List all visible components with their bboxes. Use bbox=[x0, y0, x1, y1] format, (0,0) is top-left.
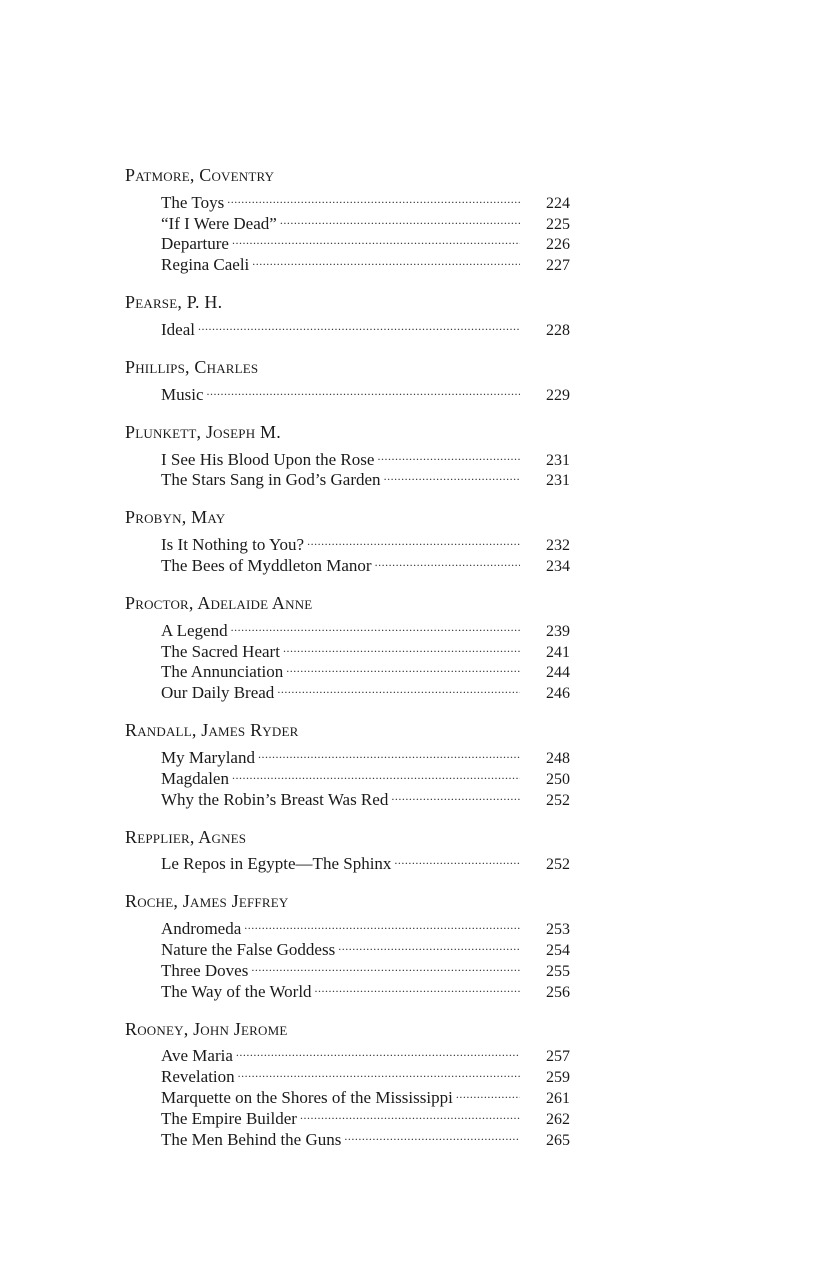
page-number: 231 bbox=[546, 451, 570, 469]
page-number: 228 bbox=[546, 321, 570, 339]
entry-title: A Legend bbox=[161, 620, 228, 640]
page-number: 244 bbox=[546, 664, 570, 682]
toc-entry bbox=[125, 187, 570, 212]
dot-leader bbox=[307, 529, 520, 550]
toc-entry bbox=[125, 379, 570, 404]
page-number: 250 bbox=[546, 770, 570, 788]
dot-leader bbox=[258, 742, 520, 763]
toc-entry bbox=[125, 1041, 570, 1066]
entry-title: Three Doves bbox=[161, 960, 249, 980]
dot-leader bbox=[338, 934, 520, 955]
page-number: 227 bbox=[546, 257, 570, 275]
dot-leader bbox=[344, 1124, 520, 1145]
entry-title: The Stars Sang in God’s Garden bbox=[161, 470, 381, 490]
author-name: Patmore, Coventry bbox=[125, 165, 275, 185]
entry-title: Marquette on the Shores of the Mississippi bbox=[161, 1087, 453, 1107]
page-number: 255 bbox=[546, 962, 570, 980]
author-block bbox=[125, 718, 570, 809]
toc-entry bbox=[125, 913, 570, 939]
author-name: Proctor, Adelaide Anne bbox=[125, 592, 313, 613]
page-number: 232 bbox=[546, 537, 570, 555]
author-name: Probyn, May bbox=[125, 507, 226, 528]
dot-leader bbox=[244, 913, 520, 934]
table-of-contents bbox=[125, 163, 570, 1149]
page-number: 246 bbox=[546, 685, 570, 703]
entry-title: The Men Behind the Guns bbox=[161, 1129, 342, 1149]
entry-title: Our Daily Bread bbox=[161, 683, 275, 703]
entry-title: The Sacred Heart bbox=[161, 641, 280, 661]
entry-title: Revelation bbox=[161, 1067, 235, 1087]
page-number: 257 bbox=[546, 1048, 570, 1066]
author-block bbox=[125, 163, 570, 275]
entry-title: Regina Caeli bbox=[161, 255, 250, 275]
dot-leader bbox=[251, 955, 520, 976]
page-number: 261 bbox=[546, 1089, 570, 1107]
entry-title: “If I Were Dead” bbox=[161, 213, 277, 233]
dot-leader bbox=[252, 249, 520, 270]
toc-entry bbox=[125, 444, 570, 469]
entry-title: Le Repos in Egypte—The Sphinx bbox=[161, 854, 392, 874]
toc-entry bbox=[125, 314, 570, 339]
page-number: 229 bbox=[546, 386, 570, 404]
dot-leader bbox=[280, 208, 520, 229]
entry-title: The Empire Builder bbox=[161, 1108, 297, 1128]
entry-title: Magdalen bbox=[161, 768, 229, 788]
dot-leader bbox=[207, 379, 521, 400]
page-number: 226 bbox=[546, 236, 570, 254]
page-number: 259 bbox=[546, 1069, 570, 1087]
dot-leader bbox=[315, 976, 520, 997]
dot-leader bbox=[227, 187, 520, 208]
page-number: 248 bbox=[546, 749, 570, 767]
dot-leader bbox=[377, 444, 520, 465]
author-name: Pearse, P. H. bbox=[125, 292, 223, 313]
dot-leader bbox=[198, 314, 520, 335]
toc-entry bbox=[125, 849, 570, 874]
toc-entry bbox=[125, 742, 570, 767]
author-block bbox=[125, 825, 570, 874]
author-block bbox=[125, 505, 570, 575]
page-number: 252 bbox=[546, 791, 570, 809]
author-name: Rooney, John Jerome bbox=[125, 1018, 288, 1039]
entry-title: The Bees of Myddleton Manor bbox=[161, 555, 372, 575]
page-number: 225 bbox=[546, 215, 570, 233]
page-number: 254 bbox=[546, 941, 570, 959]
author-block bbox=[125, 290, 570, 339]
entry-title: I See His Blood Upon the Rose bbox=[161, 449, 375, 469]
entry-title: The Annunciation bbox=[161, 662, 284, 682]
author-name: Phillips, Charles bbox=[125, 356, 259, 377]
dot-leader bbox=[236, 1041, 520, 1062]
page-number: 241 bbox=[546, 643, 570, 661]
author-name: Randall, James Ryder bbox=[125, 720, 299, 741]
author-name: Plunkett, Joseph M. bbox=[125, 421, 281, 442]
entry-title: The Way of the World bbox=[161, 981, 312, 1001]
entry-title: The Toys bbox=[161, 192, 225, 212]
dot-leader bbox=[456, 1082, 520, 1103]
author-block bbox=[125, 355, 570, 404]
dot-leader bbox=[277, 677, 520, 698]
entry-title: My Maryland bbox=[161, 747, 255, 767]
entry-title: Why the Robin’s Breast Was Red bbox=[161, 789, 389, 809]
author-name: Roche, James Jeffrey bbox=[125, 891, 289, 912]
entry-title: Ideal bbox=[161, 319, 195, 339]
author-block bbox=[125, 1017, 570, 1149]
entry-title: Is It Nothing to You? bbox=[161, 535, 305, 555]
author-block bbox=[125, 591, 570, 703]
dot-leader bbox=[384, 465, 520, 486]
dot-leader bbox=[375, 550, 520, 571]
dot-leader bbox=[391, 784, 520, 805]
dot-leader bbox=[232, 229, 520, 250]
dot-leader bbox=[300, 1103, 520, 1124]
dot-leader bbox=[231, 615, 520, 636]
author-block bbox=[125, 420, 570, 490]
toc-entry bbox=[125, 529, 570, 555]
author-name: Repplier, Agnes bbox=[125, 826, 247, 847]
toc-entry bbox=[125, 615, 570, 640]
page-number: 256 bbox=[546, 983, 570, 1001]
dot-leader bbox=[394, 849, 520, 870]
author-block bbox=[125, 889, 570, 1001]
dot-leader bbox=[283, 636, 520, 657]
page-number: 224 bbox=[546, 194, 570, 212]
page-number: 253 bbox=[546, 921, 570, 939]
entry-title: Andromeda bbox=[161, 919, 242, 939]
page-number: 234 bbox=[546, 557, 570, 575]
page-number: 262 bbox=[546, 1110, 570, 1128]
entry-title: Ave Maria bbox=[161, 1046, 233, 1066]
page-number: 265 bbox=[546, 1131, 570, 1149]
page-number: 239 bbox=[546, 622, 570, 640]
page-number: 231 bbox=[546, 472, 570, 490]
dot-leader bbox=[232, 763, 520, 784]
page-number: 252 bbox=[546, 856, 570, 874]
dot-leader bbox=[238, 1061, 520, 1082]
entry-title: Music bbox=[161, 384, 204, 404]
entry-title: Nature the False Goddess bbox=[161, 939, 336, 959]
entry-title: Departure bbox=[161, 234, 229, 254]
dot-leader bbox=[286, 657, 520, 678]
